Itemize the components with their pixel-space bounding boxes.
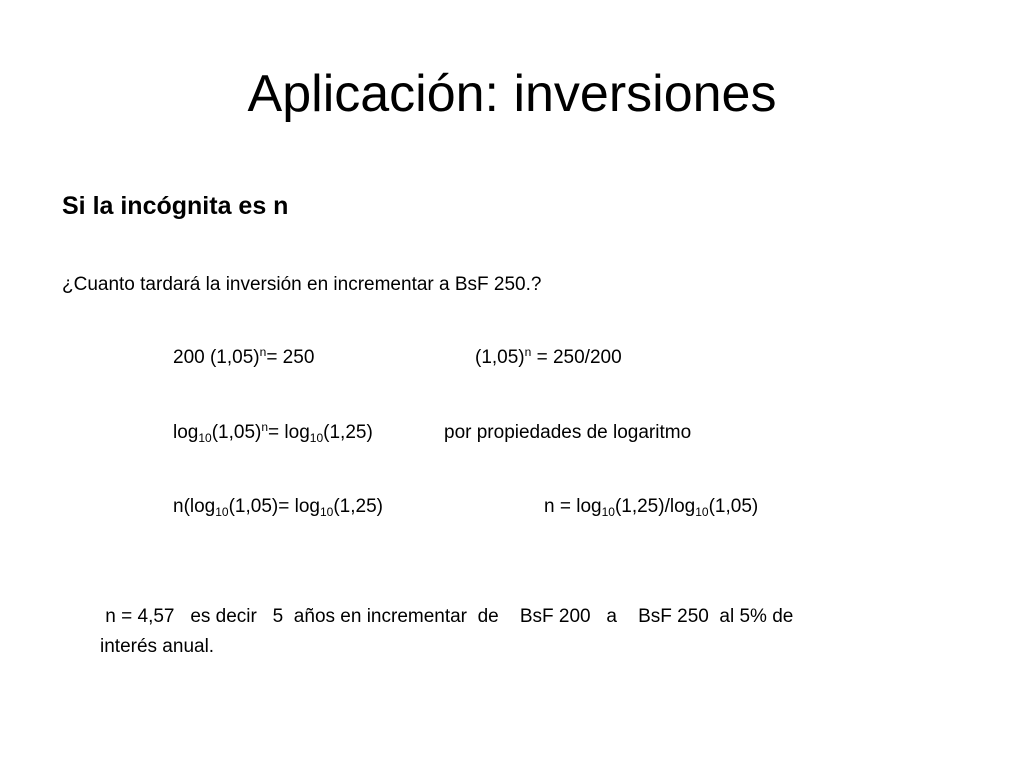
eq3-left-c: (1,25) — [333, 496, 383, 517]
eq1-right-rest: = 250/200 — [531, 347, 622, 368]
conclusion-line-2: interés anual. — [100, 636, 215, 657]
eq1-right-exponent: n — [524, 345, 532, 359]
eq2-equals-log: = log — [268, 422, 310, 443]
equation-2-note: por propiedades de logaritmo — [444, 422, 692, 443]
eq3-right-base-2: 10 — [695, 505, 709, 519]
eq1-left-rest: = 250 — [266, 347, 315, 368]
eq2-base-2: 10 — [309, 431, 324, 445]
slide-title: Aplicación: inversiones — [247, 65, 777, 123]
equation-3-right — [544, 495, 758, 519]
eq3-right-base-1: 10 — [601, 505, 615, 519]
equation-3-left — [173, 495, 383, 519]
eq2-log: log — [173, 422, 199, 443]
equation-1-right — [475, 346, 622, 370]
equation-2-left — [173, 421, 373, 445]
eq2-arg-2: (1,25) — [323, 422, 373, 443]
eq3-right-a: n = log — [544, 496, 602, 517]
eq1-right-base: (1,05) — [475, 347, 525, 368]
eq1-left-exponent: n — [259, 345, 267, 359]
slide-subtitle: Si la incógnita es n — [62, 192, 289, 220]
eq3-left-base-1: 10 — [215, 505, 229, 519]
conclusion — [100, 602, 940, 662]
eq1-left-base: 200 (1,05) — [173, 347, 260, 368]
eq3-right-c: (1,05) — [708, 496, 759, 517]
eq2-arg-1: (1,05) — [211, 422, 262, 443]
eq3-left-a: n(log — [173, 496, 216, 517]
eq3-right-b: (1,25)/log — [614, 496, 696, 517]
eq3-left-b: (1,05)= log — [228, 496, 320, 517]
question-text: ¿Cuanto tardará la inversión en incrementar a BsF 250.? — [62, 274, 542, 295]
equation-1-left — [173, 346, 314, 370]
eq2-exponent: n — [261, 420, 269, 434]
eq3-left-base-2: 10 — [319, 505, 334, 519]
conclusion-line-1: n = 4,57 es decir 5 años en incrementar de BsF 200 a BsF 250 al 5% de — [100, 606, 794, 627]
eq2-base-1: 10 — [198, 431, 212, 445]
